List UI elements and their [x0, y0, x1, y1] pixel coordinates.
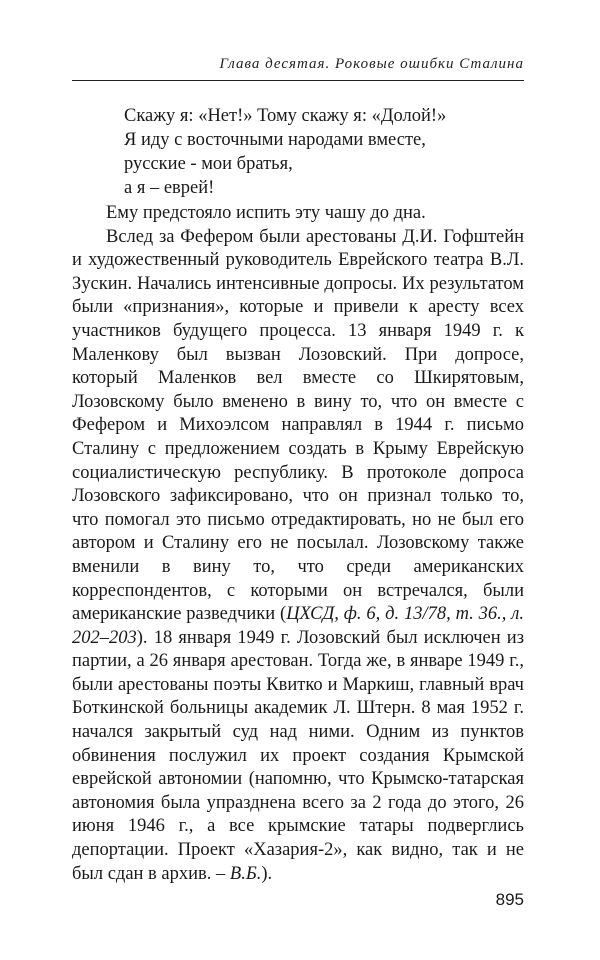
header-rule: [72, 80, 524, 81]
verse-line: Я иду с восточными народами вместе,: [124, 130, 426, 150]
body-text: [72, 202, 524, 886]
paragraph-text: ).: [261, 863, 273, 884]
page-number: 895: [495, 890, 524, 909]
paragraph: [72, 226, 524, 887]
verse-line: а я – еврей!: [124, 178, 215, 198]
running-header: Глава десятая. Роковые ошибки Сталина: [219, 56, 524, 72]
paragraph-text: ). 18 января 1949 г. Лозовский был исключен из партии, а 26 января арестован. Тогда же, в январе 1949 г., были арестованы поэты Квитко и Маркиш, главный врач Боткинской больницы академик Л. Штерн. 8 мая 1952 г. начался закрытый суд над ними. Одним из пунктов обвинения послужил их проект создания Крымской еврейской автономии (напомню, что Крымско-татарская автономия была упразднена всего за 2 года до этого, 26 июня 1946 г., а все крымские татары подверглись депортации. Проект «Хазария-2», как видно, так и не был сдан в архив. –: [72, 627, 524, 884]
verse-block: [124, 104, 446, 200]
paragraph: Ему предстояло испить эту чашу до дна.: [106, 203, 426, 223]
verse-line: Скажу я: «Нет!» Тому скажу я: «Долой!»: [124, 106, 447, 126]
verse-line: русские - мои братья,: [124, 154, 293, 174]
paragraph-text: Вслед за Фефером были арестованы Д.И. Гофштейн и художественный руководитель Еврейского театра В.Л. Зускин. Начались интенсивные допросы. Их результатом были «признания», которые и привели к аресту всех участников будущего процесса. 13 января 1949 г. к Маленкову был вызван Лозовский. При допросе, который Маленков вел вместе со Шкирятовым, Лозовскому было вменено в вину то, что он вместе с Фефером и Михоэлсом направлял в 1944 г. письмо Сталину с предложением создать в Крыму Еврейскую социалистическую республику. В протоколе допроса Лозовского зафиксировано, что он признал только то, что помогал это письмо отредактировать, но не был его автором и Сталину его не посылал. Лозовскому также вменили в вину то, что среди американских корреспондентов, с которыми он встречался, были американские разведчики (: [72, 226, 524, 625]
archive-citation: ЦХСД, ф. 6, д. 13/78, т. 36., л. 202–203: [72, 604, 524, 648]
author-initials: В.Б.: [229, 863, 262, 884]
